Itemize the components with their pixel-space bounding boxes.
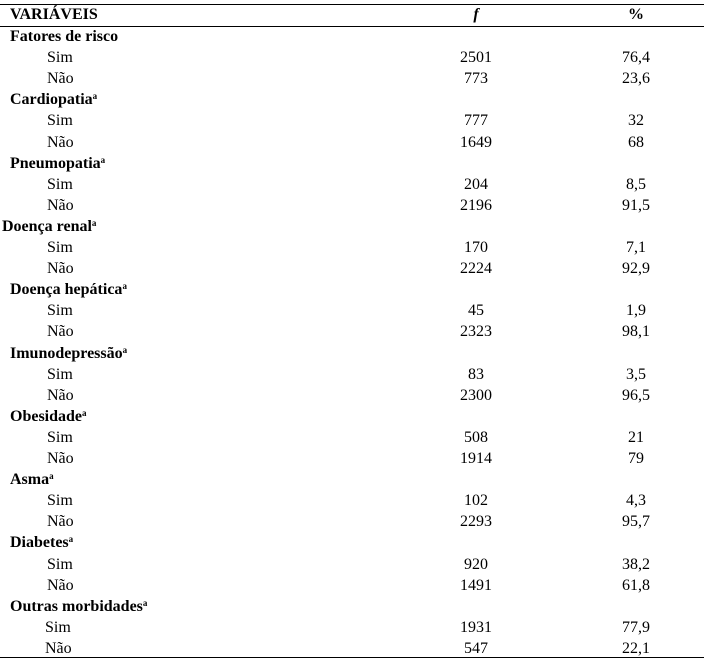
percent-cell: 92,9: [622, 260, 650, 278]
row-label: Não: [47, 196, 74, 214]
footnote-marker: a: [82, 407, 87, 418]
header-frequency: f: [473, 6, 479, 23]
frequency-cell: 45: [468, 302, 484, 320]
group-row: [0, 406, 704, 427]
table-row: [0, 174, 704, 195]
table-row: [0, 554, 704, 575]
group-row: [0, 89, 704, 110]
row-label: Sim: [47, 428, 73, 446]
table-row: [0, 364, 704, 385]
table-header-row: [0, 4, 704, 26]
percent-cell: 8,5: [626, 175, 646, 193]
footnote-marker: a: [142, 597, 148, 608]
frequency-cell: 547: [464, 639, 488, 657]
table-row: [0, 237, 704, 258]
table-row: [0, 68, 704, 89]
group-row: [0, 596, 704, 617]
frequency-cell: 508: [464, 428, 488, 446]
group-name: Fatores de risco: [10, 28, 119, 45]
group-name: Outras morbidades: [10, 597, 143, 615]
percent-cell: 7,1: [626, 239, 646, 256]
footnote-marker: a: [122, 344, 128, 355]
frequency-cell: 2300: [460, 386, 492, 404]
footnote-marker: a: [100, 154, 106, 165]
percent-cell: 4,3: [626, 492, 646, 510]
frequency-cell: 1931: [460, 618, 492, 636]
percent-cell: 22,1: [622, 639, 650, 657]
frequency-cell: 1649: [460, 133, 492, 151]
row-label: Sim: [47, 49, 73, 67]
frequency-cell: 2501: [460, 49, 492, 67]
group-row: [0, 153, 704, 174]
group-row: [0, 532, 704, 553]
frequency-cell: 1914: [460, 450, 492, 467]
frequency-cell: 102: [464, 492, 488, 510]
table-row: [0, 300, 704, 321]
table-row: [0, 47, 704, 68]
row-label: Não: [47, 323, 74, 341]
table-row: [0, 110, 704, 131]
frequency-cell: 773: [464, 70, 488, 88]
percent-cell: 21: [628, 428, 644, 446]
row-label: Sim: [47, 175, 73, 193]
frequency-cell: 2224: [460, 260, 492, 278]
percent-cell: 76,4: [622, 49, 650, 67]
header-percent: %: [628, 6, 644, 23]
row-label: Sim: [45, 618, 71, 636]
percent-cell: 1,9: [626, 302, 646, 320]
group-row: [0, 216, 704, 237]
group-label: [10, 89, 97, 110]
percent-cell: 68: [628, 133, 644, 151]
group-label: [10, 469, 54, 490]
frequency-cell: 170: [464, 239, 488, 256]
row-label: Sim: [47, 112, 73, 130]
row-label: Não: [47, 260, 74, 278]
footnote-marker: a: [122, 281, 127, 292]
frequency-cell: 2293: [460, 513, 492, 531]
table-row: [0, 385, 704, 406]
group-row: [0, 279, 704, 300]
percent-cell: 32: [628, 112, 644, 130]
group-name: Asma: [10, 471, 50, 489]
percent-cell: 38,2: [622, 555, 650, 573]
table-row: [0, 617, 704, 638]
group-name: Imunodepressão: [10, 344, 123, 362]
group-row: [0, 469, 704, 490]
table-row: [0, 511, 704, 532]
percent-cell: 77,9: [622, 618, 650, 636]
percent-cell: 61,8: [622, 576, 650, 594]
footnote-marker: a: [68, 534, 74, 545]
table-row: [0, 575, 704, 596]
table-row: [0, 638, 704, 659]
table-row: [0, 195, 704, 216]
table-row: [0, 448, 704, 469]
row-label: Não: [47, 70, 74, 88]
row-label: Sim: [47, 492, 73, 510]
percent-cell: 96,5: [622, 386, 650, 404]
group-label: [10, 532, 73, 553]
footnote-marker: a: [92, 91, 98, 102]
footnote-marker: a: [49, 471, 54, 482]
group-name: Doença hepática: [10, 281, 123, 299]
group-name: Diabetes: [10, 534, 69, 552]
row-label: Não: [47, 576, 74, 594]
table-row: [0, 258, 704, 279]
group-row: [0, 343, 704, 364]
row-label: Não: [47, 450, 74, 467]
footnote-marker: a: [91, 217, 97, 228]
table-bottom-rule: [0, 657, 704, 658]
percent-cell: 91,5: [622, 196, 650, 214]
group-name: Obesidade: [10, 407, 83, 425]
percent-cell: 3,5: [626, 365, 646, 383]
row-label: Sim: [47, 302, 73, 320]
frequency-cell: 777: [464, 112, 488, 130]
row-label: Não: [45, 639, 72, 657]
table-row: [0, 427, 704, 448]
group-label: [10, 153, 105, 174]
row-label: Não: [47, 386, 74, 404]
group-name: Doença renal: [2, 217, 92, 235]
percent-cell: 95,7: [622, 513, 650, 531]
percent-cell: 23,6: [622, 70, 650, 88]
table-row: [0, 490, 704, 511]
row-label: Sim: [47, 239, 73, 256]
row-label: Não: [47, 133, 74, 151]
group-row: [0, 26, 704, 47]
group-label: [10, 343, 127, 364]
frequency-cell: 920: [464, 555, 488, 573]
table-row: [0, 321, 704, 342]
group-label: [10, 596, 147, 617]
frequency-cell: 1491: [460, 576, 492, 594]
percent-cell: 79: [628, 450, 644, 467]
row-label: Não: [47, 513, 74, 531]
percent-cell: 98,1: [622, 323, 650, 341]
row-label: Sim: [47, 555, 73, 573]
header-variables: VARIÁVEIS: [10, 6, 98, 23]
group-label: [10, 279, 127, 300]
frequency-cell: 2323: [460, 323, 492, 341]
group-name: Cardiopatia: [10, 91, 93, 109]
frequency-cell: 83: [468, 365, 484, 383]
group-name: Pneumopatia: [10, 154, 101, 172]
table-row: [0, 132, 704, 153]
frequency-cell: 2196: [460, 196, 492, 214]
group-label: [10, 26, 118, 47]
group-label: [2, 216, 96, 237]
group-label: [10, 406, 87, 427]
row-label: Sim: [47, 365, 73, 383]
frequency-cell: 204: [464, 175, 488, 193]
